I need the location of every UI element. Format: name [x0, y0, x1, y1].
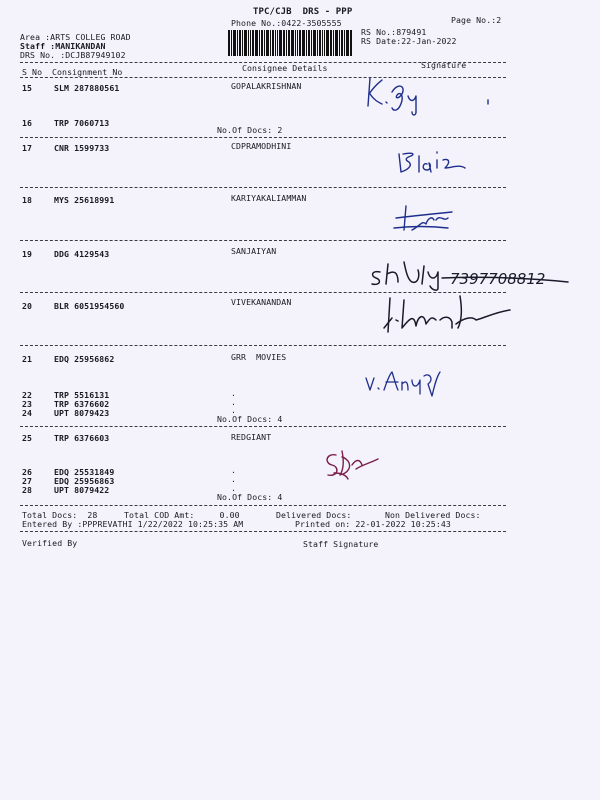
col-signature: Signature — [421, 60, 467, 70]
row-24-consignment: UPT 8079423 — [54, 408, 110, 418]
row-26-consignee: . — [231, 465, 237, 475]
drs-number: DRS No. :DCJB87949102 — [20, 50, 126, 60]
row-20-sno: 20 — [22, 301, 33, 311]
row-28-consignment: UPT 8079422 — [54, 485, 110, 495]
row-25-sno: 25 — [22, 433, 33, 443]
delivered-docs: Delivered Docs: — [276, 510, 352, 520]
signature-17 — [393, 148, 483, 178]
row-23-consignment: TRP 6376602 — [54, 399, 110, 409]
row-23-consignee: . — [231, 397, 237, 407]
row-17-sno: 17 — [22, 143, 33, 153]
group-rule — [20, 426, 506, 427]
signature-15 — [358, 72, 498, 117]
col-sno: S No — [22, 67, 43, 77]
row-21-consignment: EDQ 25956862 — [54, 354, 115, 364]
row-24-docs: No.Of Docs: 4 — [217, 414, 283, 424]
col-consignment: Consignment No — [52, 67, 123, 77]
staff-label: Staff :MANIKANDAN — [20, 41, 106, 51]
row-16-sno: 16 — [22, 118, 33, 128]
phone-number: Phone No.:0422-3505555 — [231, 18, 342, 28]
row-20-consignee: VIVEKANANDAN — [231, 297, 292, 307]
row-17-consignment: CNR 1599733 — [54, 143, 110, 153]
row-17-consignee: CDPRAMODHINI — [231, 141, 292, 151]
total-docs: Total Docs: 28 — [22, 510, 98, 520]
row-24-consignee: . — [231, 405, 237, 415]
row-21-sno: 21 — [22, 354, 33, 364]
rs-date: RS Date:22-Jan-2022 — [361, 36, 457, 46]
row-26-sno: 26 — [22, 467, 33, 477]
signature-20 — [380, 288, 520, 338]
printed-on: Printed on: 22-01-2022 10:25:43 — [295, 519, 451, 529]
row-24-sno: 24 — [22, 408, 33, 418]
row-27-consignment: EDQ 25956863 — [54, 476, 115, 486]
area-label: Area :ARTS COLLEG ROAD — [20, 32, 131, 42]
non-delivered-docs: Non Delivered Docs: — [385, 510, 481, 520]
row-16-docs: No.Of Docs: 2 — [217, 125, 283, 135]
row-22-consignee: . — [231, 388, 237, 398]
signature-18 — [392, 200, 462, 234]
rs-number: RS No.:879491 — [361, 27, 427, 37]
signature-19 — [368, 258, 578, 292]
row-15-consignment: SLM 287880561 — [54, 83, 120, 93]
row-23-sno: 23 — [22, 399, 33, 409]
verified-by: Verified By — [22, 538, 78, 548]
entered-by: Entered By :PPPREVATHI 1/22/2022 10:25:35 AM — [22, 519, 244, 529]
col-consignee: Consignee Details — [242, 63, 328, 73]
row-28-sno: 28 — [22, 485, 33, 495]
row-27-consignee: . — [231, 474, 237, 484]
row-19-sno: 19 — [22, 249, 33, 259]
group-rule — [20, 505, 506, 506]
row-28-docs: No.Of Docs: 4 — [217, 492, 283, 502]
page-number: Page No.:2 — [451, 15, 502, 25]
total-cod: Total COD Amt: 0.00 — [124, 510, 240, 520]
row-20-consignment: BLR 6051954560 — [54, 301, 125, 311]
group-rule — [20, 137, 506, 138]
row-15-consignee: GOPALAKRISHNAN — [231, 81, 302, 91]
row-15-sno: 15 — [22, 83, 33, 93]
row-16-consignment: TRP 7060713 — [54, 118, 110, 128]
row-25-consignment: TRP 6376603 — [54, 433, 110, 443]
signature-25 — [322, 445, 382, 485]
staff-signature-label: Staff Signature — [303, 539, 379, 549]
barcode-image — [228, 30, 353, 56]
row-19-consignment: DDG 4129543 — [54, 249, 110, 259]
group-rule — [20, 345, 506, 346]
row-28-consignee: . — [231, 483, 237, 493]
row-21-consignee: GRR MOVIES — [231, 352, 287, 362]
row-22-consignment: TRP 5516131 — [54, 390, 110, 400]
row-19-consignee: SANJAIYAN — [231, 246, 277, 256]
group-rule — [20, 187, 506, 188]
footer-rule — [20, 531, 506, 532]
row-25-consignee: REDGIANT — [231, 432, 272, 442]
report-title: TPC/CJB DRS - PPP — [253, 7, 353, 17]
handwritten-phone: 7397708812 — [450, 270, 546, 288]
row-22-sno: 22 — [22, 390, 33, 400]
row-18-consignee: KARIYAKALIAMMAN — [231, 193, 307, 203]
row-27-sno: 27 — [22, 476, 33, 486]
group-rule — [20, 240, 506, 241]
row-18-consignment: MYS 25618991 — [54, 195, 115, 205]
row-18-sno: 18 — [22, 195, 33, 205]
signature-21 — [362, 368, 452, 398]
row-26-consignment: EDQ 25531849 — [54, 467, 115, 477]
